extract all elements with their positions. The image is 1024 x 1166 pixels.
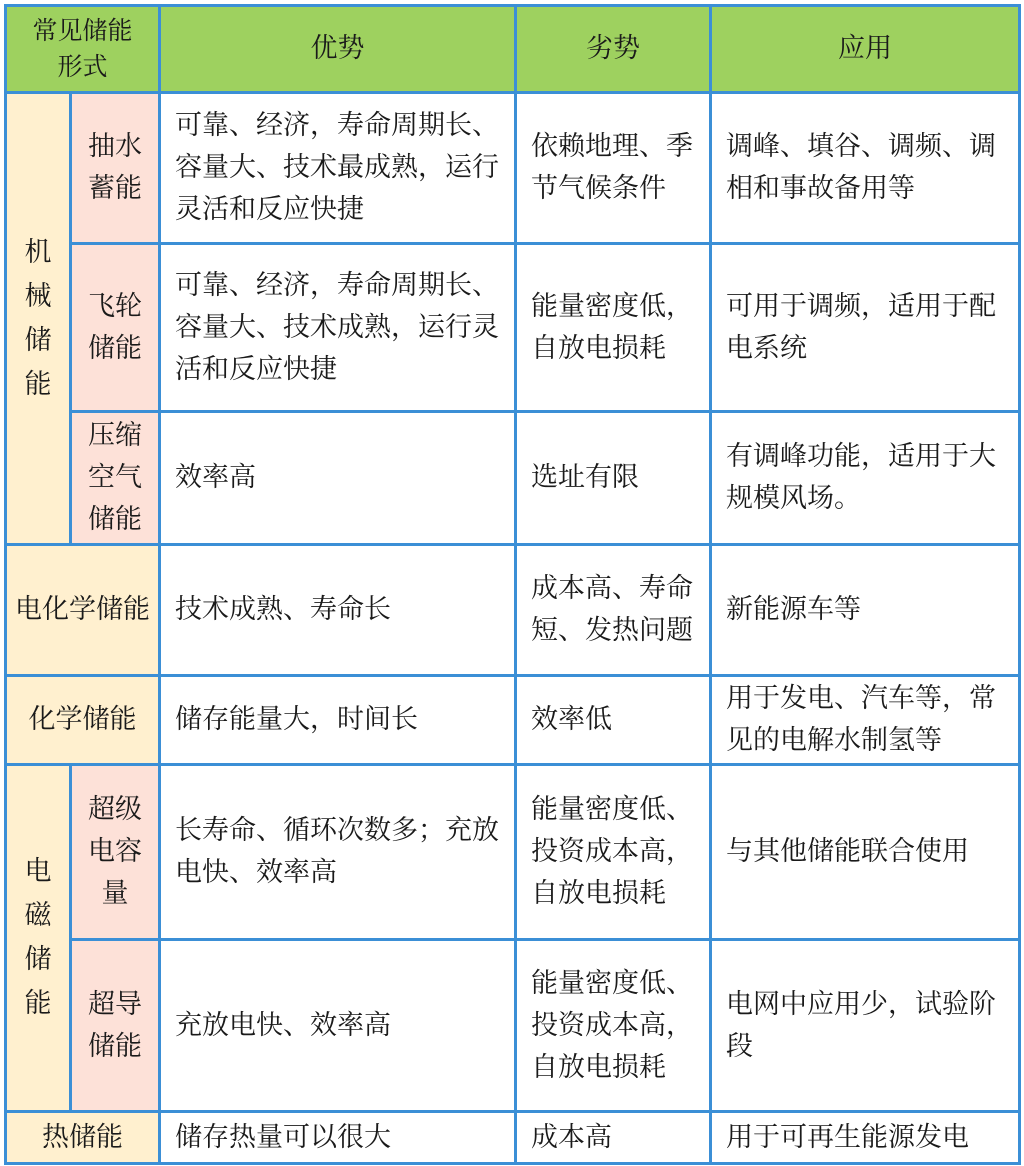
advantage-cell: 可靠、经济，寿命周期长、容量大、技术最成熟，运行灵活和反应快捷 (160, 93, 516, 244)
table-row (6, 940, 1020, 1112)
subtype-name: 飞轮 储能 (71, 244, 160, 412)
disadvantage-cell: 依赖地理、季节气候条件 (516, 93, 711, 244)
application-cell: 有调峰功能，适用于大规模风场。 (711, 412, 1020, 545)
table-row (6, 412, 1020, 545)
header-application: 应用 (711, 6, 1020, 93)
subtype-name: 压缩 空气 储能 (71, 412, 160, 545)
group-electrochemical-storage: 电化学储能 (6, 545, 160, 676)
subtype-name: 超级 电容 量 (71, 765, 160, 940)
advantage-cell: 充放电快、效率高 (160, 940, 516, 1112)
application-cell: 新能源车等 (711, 545, 1020, 676)
header-advantage: 优势 (160, 6, 516, 93)
group-thermal-storage: 热储能 (6, 1112, 160, 1164)
energy-storage-table (4, 4, 1021, 1165)
advantage-cell: 可靠、经济，寿命周期长、容量大、技术成熟，运行灵活和反应快捷 (160, 244, 516, 412)
application-cell: 用于可再生能源发电 (711, 1112, 1020, 1164)
advantage-cell: 长寿命、循环次数多；充放电快、效率高 (160, 765, 516, 940)
application-cell: 调峰、填谷、调频、调相和事故备用等 (711, 93, 1020, 244)
subtype-name: 超导 储能 (71, 940, 160, 1112)
header-storage-form: 常见储能 形式 (6, 6, 160, 93)
advantage-cell: 效率高 (160, 412, 516, 545)
application-cell: 用于发电、汽车等，常见的电解水制氢等 (711, 676, 1020, 765)
table-row (6, 545, 1020, 676)
header-disadvantage: 劣势 (516, 6, 711, 93)
disadvantage-cell: 成本高、寿命短、发热问题 (516, 545, 711, 676)
table-row (6, 244, 1020, 412)
disadvantage-cell: 能量密度低，自放电损耗 (516, 244, 711, 412)
application-cell: 可用于调频，适用于配电系统 (711, 244, 1020, 412)
advantage-cell: 技术成熟、寿命长 (160, 545, 516, 676)
disadvantage-cell: 能量密度低、投资成本高，自放电损耗 (516, 940, 711, 1112)
disadvantage-cell: 能量密度低、投资成本高，自放电损耗 (516, 765, 711, 940)
disadvantage-cell: 成本高 (516, 1112, 711, 1164)
application-cell: 电网中应用少，试验阶段 (711, 940, 1020, 1112)
subtype-name: 抽水 蓄能 (71, 93, 160, 244)
application-cell: 与其他储能联合使用 (711, 765, 1020, 940)
group-mechanical-storage: 机 械 储 能 (6, 93, 71, 545)
table-row (6, 1112, 1020, 1164)
advantage-cell: 储存能量大，时间长 (160, 676, 516, 765)
header-row (6, 6, 1020, 93)
group-electromagnetic-storage: 电 磁 储 能 (6, 765, 71, 1112)
group-chemical-storage: 化学储能 (6, 676, 160, 765)
disadvantage-cell: 效率低 (516, 676, 711, 765)
advantage-cell: 储存热量可以很大 (160, 1112, 516, 1164)
table-row (6, 93, 1020, 244)
table-row (6, 765, 1020, 940)
disadvantage-cell: 选址有限 (516, 412, 711, 545)
table-row (6, 676, 1020, 765)
